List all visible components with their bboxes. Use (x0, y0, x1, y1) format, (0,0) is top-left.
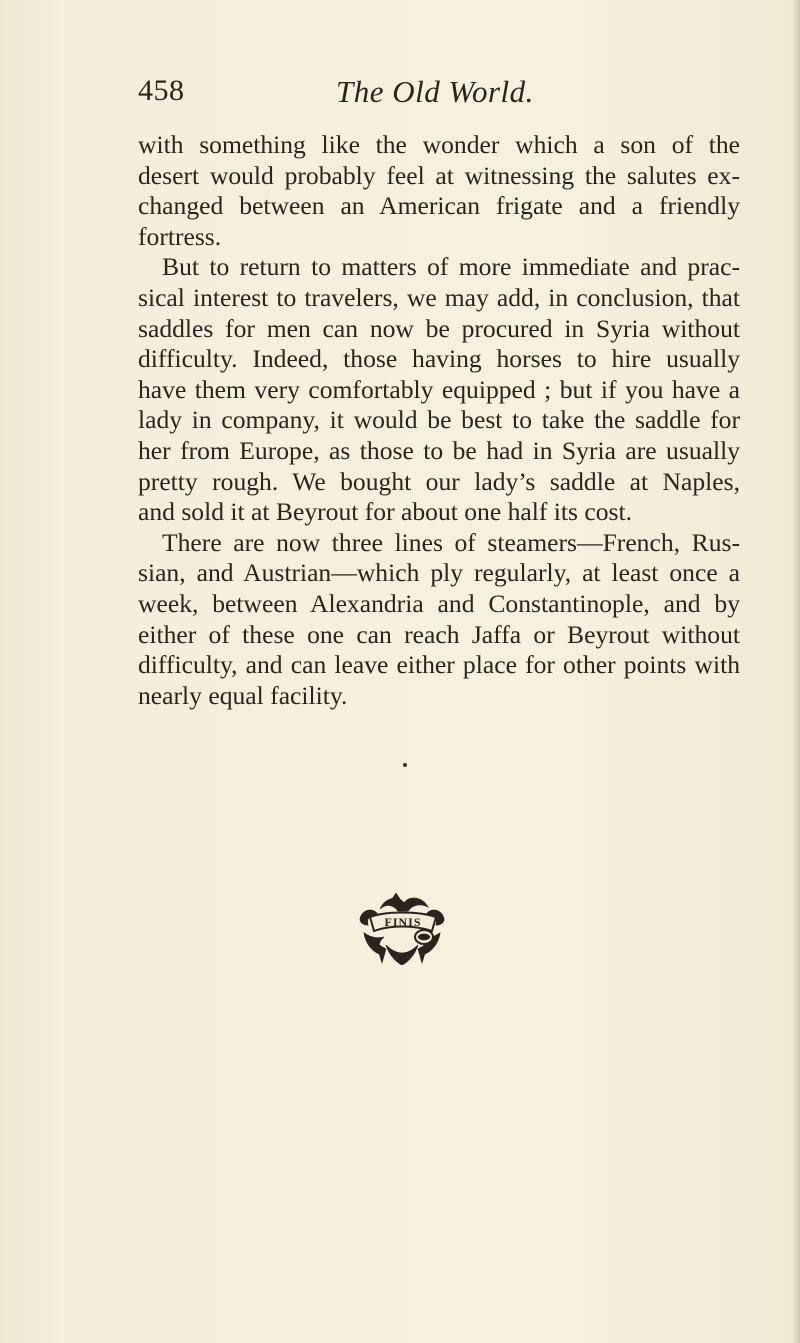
text-line: There are now three lines of steamers—French, Rus- (162, 527, 740, 557)
ink-speck (403, 763, 407, 767)
text-line: her from Europe, as those to be had in Syria are usually (138, 435, 740, 465)
text-line: and sold it at Beyrout for about one half its cost. (138, 497, 633, 527)
text-line: with something like the wonder which a son of the (138, 130, 740, 159)
text-line: changed between an American frigate and a friendly (138, 191, 740, 221)
page-edge-shadow (792, 0, 800, 1343)
text-line: desert would probably feel at witnessing the salutes ex- (138, 160, 740, 190)
text-line: But to return to matters of more immediate and prac- (162, 252, 740, 282)
text-line: difficulty. Indeed, those having horses to hire usually (138, 344, 740, 374)
text-line: have them very comfortably equipped ; but if you have a (138, 374, 740, 404)
running-head (138, 74, 738, 114)
text-line: week, between Alexandria and Constantinople, and by (138, 588, 740, 618)
finis-ornament-icon (352, 893, 452, 965)
text-line: fortress. (138, 221, 222, 251)
text-line: either of these one can reach Jaffa or Beyrout without (138, 619, 740, 649)
text-line: pretty rough. We bought our lady’s saddle at Naples, (138, 466, 740, 496)
text-line: nearly equal facility. (138, 680, 348, 710)
text-line: lady in company, it would be best to take the saddle for (138, 405, 740, 435)
ornament-label: FINIS (384, 915, 422, 929)
text-line: difficulty, and can leave either place for other points with (138, 650, 740, 680)
text-line: sian, and Austrian—which ply regularly, at least once a (138, 558, 740, 588)
text-line: sical interest to travelers, we may add, in conclusion, that (138, 282, 740, 312)
text-line: saddles for men can now be procured in Syria without (138, 313, 740, 343)
running-title: The Old World. (336, 74, 534, 109)
body-text (138, 130, 740, 711)
page-number: 458 (138, 74, 185, 107)
